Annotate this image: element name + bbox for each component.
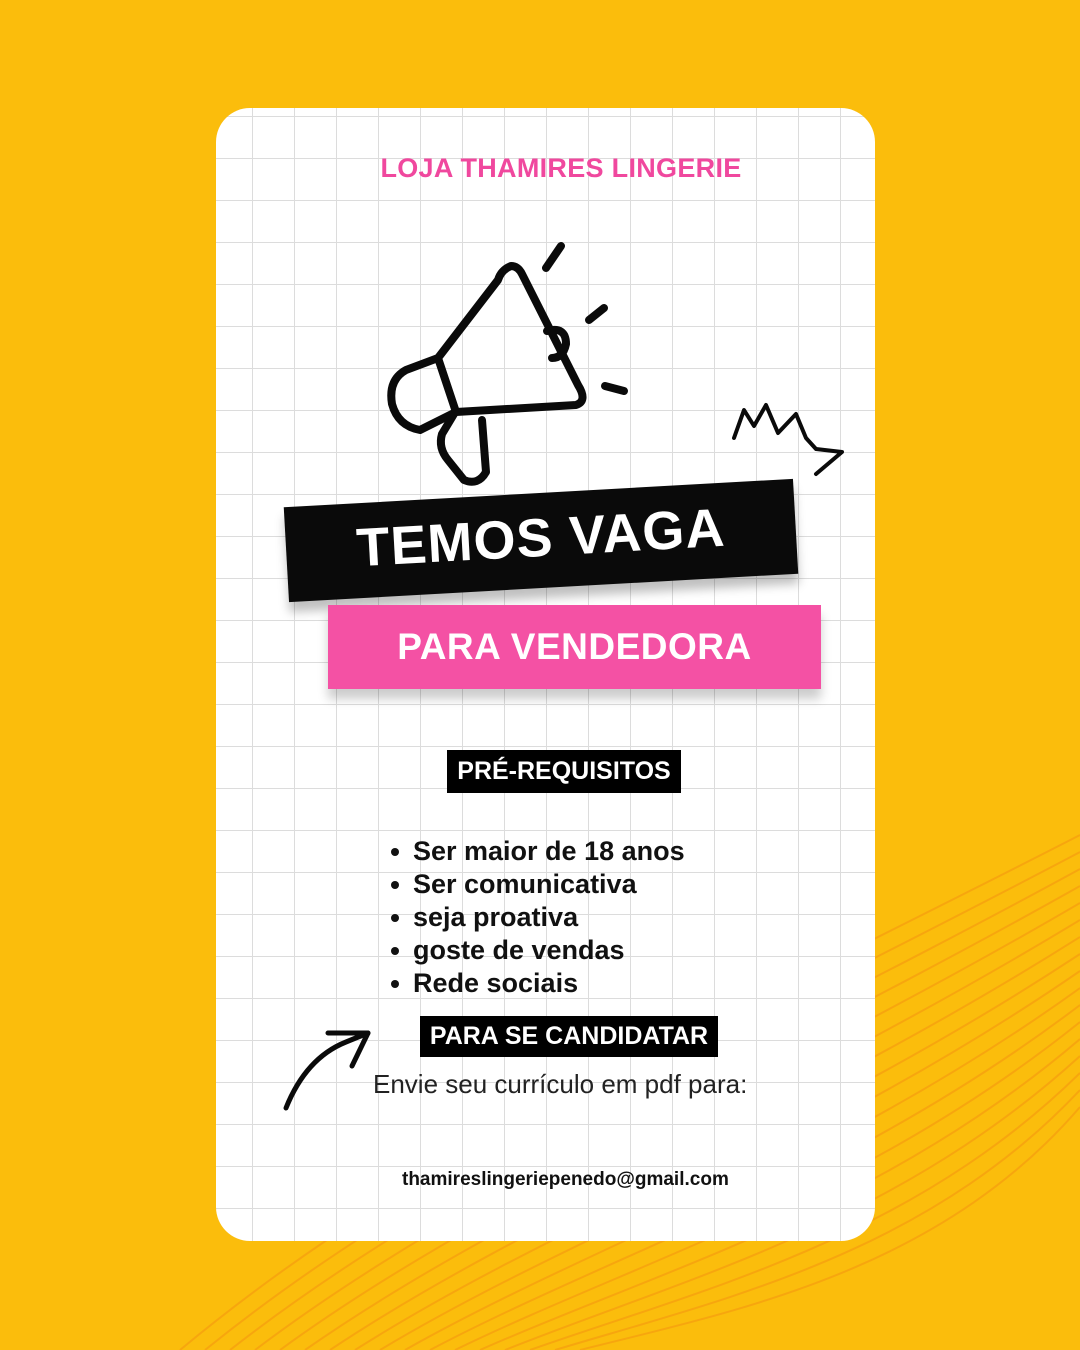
requirements-title: PRÉ-REQUISITOS [447,750,681,793]
apply-instruction: Envie seu currículo em pdf para: [373,1069,748,1099]
list-item: seja proativa [386,901,685,934]
requirements-list [386,835,685,1000]
sparkle-burst-icon [734,405,842,474]
job-poster-card [216,108,875,1241]
list-item: Ser maior de 18 anos [386,835,685,868]
list-item: goste de vendas [386,934,685,967]
subheadline-text: PARA VENDEDORA [397,626,752,667]
store-name: LOJA THAMIRES LINGERIE [380,153,742,183]
contact-email[interactable]: thamireslingeriepenedo@gmail.com [402,1169,729,1190]
list-item: Ser comunicativa [386,868,685,901]
subheadline-banner [328,605,821,689]
apply-title: PARA SE CANDIDATAR [420,1016,718,1057]
headline-text: TEMOS VAGA [354,497,727,579]
megaphone-icon [391,246,624,482]
list-item: Rede sociais [386,967,685,1000]
curved-arrow-icon [286,1033,368,1108]
